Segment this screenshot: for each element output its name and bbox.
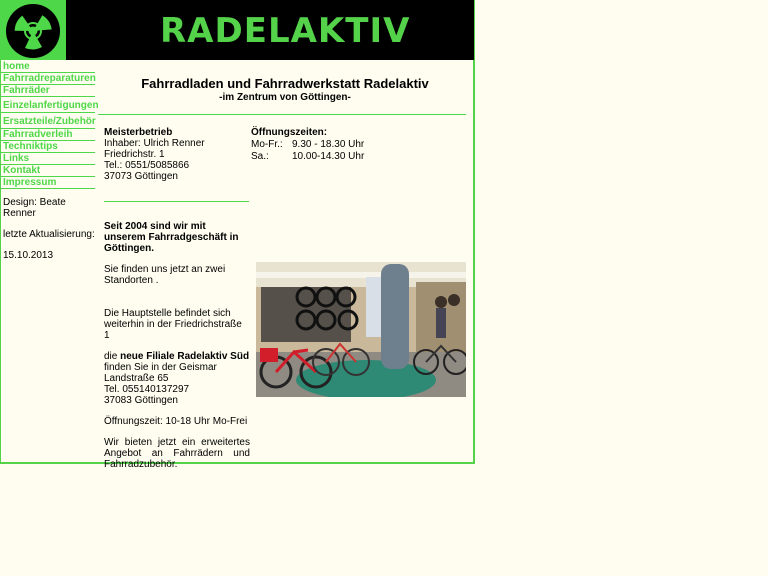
nav-impressum[interactable]: Impressum — [1, 177, 95, 189]
branch-line: 37083 Göttingen — [104, 395, 178, 406]
page-title: Fahrradladen und Fahrradwerkstatt Radelaktiv — [141, 76, 429, 91]
branch-line: finden Sie in der Geismar — [104, 362, 217, 373]
intro-text: Seit 2004 sind wir mit unserem Fahrradgeschäft in Göttingen. — [104, 221, 239, 254]
branch-hours-text: Öffnungszeit: 10-18 Uhr Mo-Frei — [104, 416, 248, 427]
address-block — [104, 127, 254, 182]
nav-techniktips[interactable]: Techniktips — [1, 141, 95, 153]
divider — [104, 201, 249, 202]
main-text — [104, 221, 250, 480]
page-heading — [100, 76, 470, 103]
address-label: Meisterbetrieb — [104, 127, 173, 138]
opening-hours — [251, 127, 421, 163]
branch-name: neue Filiale Radelaktiv Süd — [120, 351, 250, 362]
updated-label: letzte Aktualisierung: — [3, 229, 95, 240]
nav-kontakt[interactable]: Kontakt — [1, 165, 95, 177]
hours-row — [251, 151, 421, 163]
nav-home[interactable]: home — [1, 61, 95, 73]
header — [0, 0, 474, 60]
main-store-text: Die Hauptstelle befindet sich weiterhin in der Friedrichstraße 1 — [104, 308, 242, 341]
nav-einzelanfertigungen[interactable]: Einzelanfertigungen — [3, 100, 99, 111]
divider — [98, 114, 466, 115]
hours-day: Sa.: — [251, 151, 269, 162]
brand-title: RADELAKTIV — [160, 11, 411, 51]
locations-text: Sie finden uns jetzt an zwei Standorten . — [104, 264, 226, 286]
address-street: Friedrichstr. 1 — [104, 149, 165, 160]
address-owner: Inhaber: Ulrich Renner — [104, 138, 205, 149]
shop-photo-image — [256, 262, 466, 397]
updated-date: 15.10.2013 — [3, 250, 54, 261]
hours-time: 9.30 - 18.30 Uhr — [292, 139, 365, 150]
nav-fahrradreparaturen[interactable]: Fahrradreparaturen — [3, 73, 96, 84]
hours-time: 10.00-14.30 Uhr — [292, 151, 365, 162]
page-subtitle: -im Zentrum von Göttingen- — [219, 92, 351, 103]
hours-label: Öffnungszeiten: — [251, 127, 328, 138]
design-credit: Design: Beate Renner — [3, 197, 66, 219]
nav-fahrraeder[interactable]: Fahrräder — [1, 85, 95, 97]
branch-line: Landstraße 65 — [104, 373, 169, 384]
offer-text: Wir bieten jetzt ein erweitertes Angebot an Fahrrädern und Fahrradzubehör. — [104, 437, 250, 470]
sidebar-nav — [1, 61, 99, 261]
branch-prefix: die — [104, 351, 121, 362]
radiation-logo-icon[interactable] — [0, 0, 66, 60]
radiation-logo-svg — [0, 0, 66, 60]
hours-row — [251, 139, 421, 151]
branch-text — [104, 351, 250, 406]
hours-day: Mo-Fr.: — [251, 139, 283, 150]
branch-line: Tel. 055140137297 — [104, 384, 190, 395]
address-city: 37073 Göttingen — [104, 171, 178, 182]
address-phone: Tel.: 0551/5085866 — [104, 160, 190, 171]
nav-fahrradverleih[interactable]: Fahrradverleih — [1, 129, 95, 141]
nav-links[interactable]: Links — [1, 153, 95, 165]
shop-photo — [256, 262, 466, 397]
nav-ersatzteile-zubehoer[interactable]: Ersatzteile/Zubehör — [3, 116, 96, 127]
